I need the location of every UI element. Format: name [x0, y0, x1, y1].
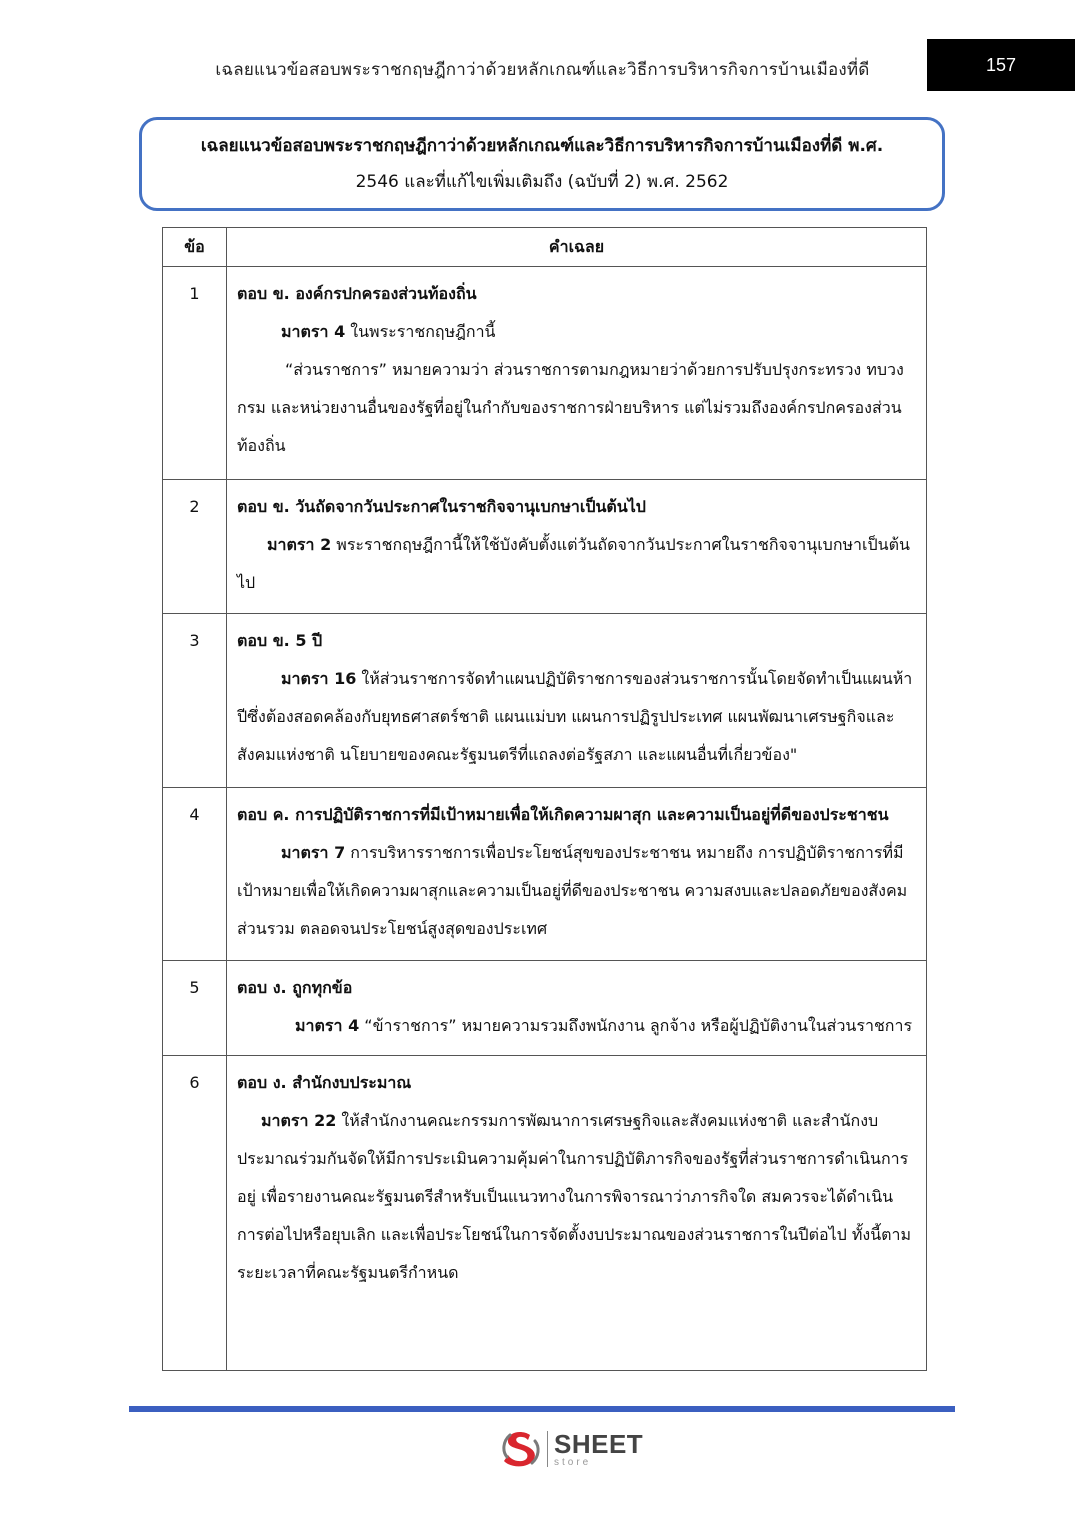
header-no: ข้อ	[163, 228, 227, 267]
table-row	[163, 480, 927, 614]
answer-choice: ตอบ ข. 5 ปี	[237, 631, 323, 651]
running-header: เฉลยแนวข้อสอบพระราชกฤษฎีกาว่าด้วยหลักเกณฑ์และวิธีการบริหารกิจการบ้านเมืองที่ดี	[215, 60, 870, 80]
section-line	[237, 1007, 916, 1045]
section-text: ให้สำนักงานคณะกรรมการพัฒนาการเศรษฐกิจและสังคมแห่งชาติ และสำนักงบประมาณร่วมกันจัดให้มีการประเมินความคุ้มค่าในการปฏิบัติภารกิจของรัฐที่ส่วนราชการดำเนินการอยู่ เพื่อรายงานคณะรัฐมนตรีสำหรับเป็นแนวทางในการพิจารณาว่าภารกิจใด สมควรจะได้ดำเนินการต่อไปหรือยุบเลิก และเพื่อประโยชน์ในการจัดตั้งงบประมาณของส่วนราชการในปีต่อไป ทั้งนี้ตามระยะเวลาที่คณะรัฐมนตรีกำหนด	[237, 1111, 912, 1282]
logo-subtext: store	[554, 1456, 592, 1468]
title-line-2: 2546 และที่แก้ไขเพิ่มเติมถึง (ฉบับที่ 2) พ.ศ. 2562	[355, 172, 729, 192]
section-label: มาตรา 7	[281, 842, 346, 862]
sheet-store-logo	[499, 1427, 643, 1471]
section-text: ให้ส่วนราชการจัดทำแผนปฏิบัติราชการของส่วนราชการนั้นโดยจัดทำเป็นแผนห้าปีซึ่งต้องสอดคล้องกับยุทธศาสตร์ชาติ แผนแม่บท แผนการปฏิรูปประเทศ แผนพัฒนาเศรษฐกิจและสังคมแห่งชาติ นโยบายของคณะรัฐมนตรีที่แถลงต่อรัฐสภา และแผนอื่นที่เกี่ยวข้อง"	[237, 669, 913, 765]
section-label: มาตรา 22	[261, 1111, 337, 1130]
table-row	[163, 787, 927, 961]
header-answer: คำเฉลย	[227, 228, 927, 267]
answer-table	[162, 227, 927, 1371]
answer-cell	[227, 1056, 927, 1371]
section-text: ในพระราชกฤษฎีกานี้	[345, 322, 496, 341]
answer-choice: ตอบ ง. สำนักงบประมาณ	[237, 1073, 412, 1092]
section-body: “ส่วนราชการ” หมายความว่า ส่วนราชการตามกฎหมายว่าด้วยการปรับปรุงกระทรวง ทบวง กรม และหน่วยงานอื่นของรัฐที่อยู่ในกำกับของราชการฝ่ายบริหาร แต่ไม่รวมถึงองค์กรปกครองส่วนท้องถิ่น	[237, 360, 904, 455]
answer-choice: ตอบ ข. องค์กรปกครองส่วนท้องถิ่น	[237, 284, 477, 303]
sheet-logo-icon	[499, 1427, 543, 1471]
answer-cell	[227, 480, 927, 614]
answer-choice: ตอบ ข. วันถัดจากวันประกาศในราชกิจจานุเบกษาเป็นต้นไป	[237, 497, 646, 517]
answer-cell	[227, 961, 927, 1056]
logo-text	[554, 1428, 644, 1468]
row-number: 1	[163, 267, 227, 480]
title-box	[139, 117, 945, 211]
section-label: มาตรา 4	[295, 1016, 360, 1036]
row-number: 6	[163, 1056, 227, 1371]
answer-cell	[227, 787, 927, 961]
section-line	[237, 660, 916, 774]
answer-cell	[227, 614, 927, 788]
table-row	[163, 614, 927, 788]
answer-choice: ตอบ ค. การปฏิบัติราชการที่มีเป้าหมายเพื่อให้เกิดความผาสุก และความเป็นอยู่ที่ดีของประชาชน	[237, 804, 889, 824]
section-line	[237, 526, 916, 602]
section-line	[237, 1102, 916, 1292]
section-text: “ข้าราชการ” หมายความรวมถึงพนักงาน ลูกจ้าง หรือผู้ปฏิบัติงานในส่วนราชการ	[359, 1016, 913, 1036]
answer-choice: ตอบ ง. ถูกทุกข้อ	[237, 978, 353, 998]
footer-rule	[129, 1406, 955, 1412]
logo-brand: SHEET	[554, 1428, 644, 1459]
logo-divider	[547, 1431, 548, 1467]
table-row	[163, 1056, 927, 1371]
table-row	[163, 267, 927, 480]
table-header-row	[163, 228, 927, 267]
section-text: การบริหารราชการเพื่อประโยชน์สุขของประชาชน หมายถึง การปฏิบัติราชการที่มีเป้าหมายเพื่อให้เกิดความผาสุกและความเป็นอยู่ที่ดีของประชาชน ความสงบและปลอดภัยของสังคมส่วนรวม ตลอดจนประโยชน์สูงสุดของประเทศ	[237, 842, 908, 938]
section-text: พระราชกฤษฎีกานี้ให้ใช้บังคับตั้งแต่วันถัดจากวันประกาศในราชกิจจานุเบกษาเป็นต้นไป	[237, 535, 910, 593]
row-number: 4	[163, 787, 227, 961]
section-label: มาตรา 4	[281, 322, 346, 341]
section-line	[237, 834, 916, 948]
title-line-1: เฉลยแนวข้อสอบพระราชกฤษฎีกาว่าด้วยหลักเกณฑ์และวิธีการบริหารกิจการบ้านเมืองที่ดี พ.ศ.	[200, 136, 884, 156]
section-label: มาตรา 2	[267, 535, 332, 555]
page-number: 157	[927, 39, 1075, 91]
row-number: 2	[163, 480, 227, 614]
section-label: มาตรา 16	[281, 669, 357, 689]
section-line	[237, 313, 916, 351]
table-row	[163, 961, 927, 1056]
row-number: 3	[163, 614, 227, 788]
answer-cell	[227, 267, 927, 480]
row-number: 5	[163, 961, 227, 1056]
